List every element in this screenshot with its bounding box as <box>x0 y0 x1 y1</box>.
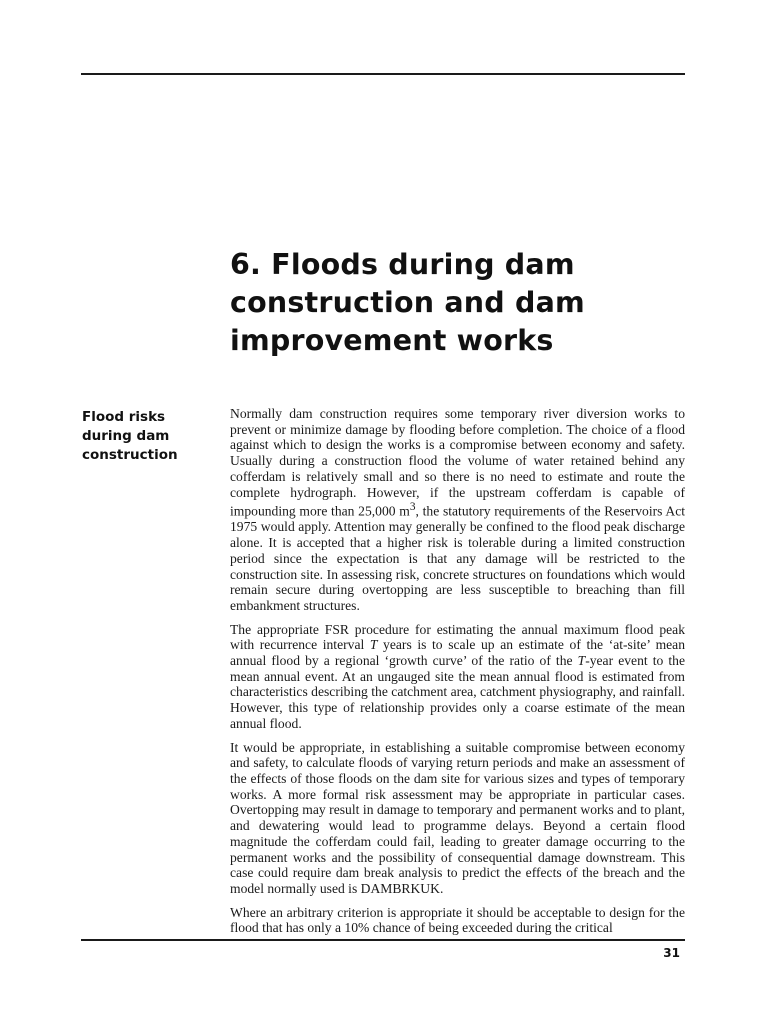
superscript-cubed: 3 <box>409 501 416 514</box>
paragraph-2-part-b: years is to scale up an estimate of the ‘at-site’ mean annual flood by a regional ‘growth curve’ of the ratio of the <box>230 637 686 669</box>
paragraph-2-part-c: -year event to the mean annual event. At an ungauged site the mean annual flood is estimated from characteristics describing the catchment area, catchment physiography, and rainfall. However, this type of relationship provides only a coarse estimate of the mean annual flood. <box>230 653 685 731</box>
chapter-title-line: improvement works <box>230 324 554 357</box>
chapter-title-line: 6. Floods during dam <box>230 248 575 281</box>
footer-rule <box>81 939 685 941</box>
paragraph-4: Where an arbitrary criterion is appropriate it should be acceptable to design for the flood that has only a 10% chance of being exceeded during the critical <box>230 904 685 936</box>
side-heading-line: construction <box>82 447 178 463</box>
paragraph-1-part-a: Normally dam construction requires some temporary river diversion works to prevent or minimize damage by flooding before completion. The choice of a flood against which to design the works is a compromise between economy and safety. Usually during a construction flood the volume of water retained behind any cofferdam is relatively small and so there is no need to estimate and route the complete hydrograph. However, if the upstream cofferdam is capable of impounding more than 25,000 m <box>230 406 685 519</box>
paragraph-2-part-a: The appropriate FSR procedure for estimating the annual maximum flood peak with recurrence interval <box>230 621 685 653</box>
italic-t: T <box>577 653 586 669</box>
body-text <box>230 406 685 936</box>
paragraph-2 <box>230 622 685 732</box>
italic-t: T <box>369 637 378 653</box>
page-number: 31 <box>663 946 680 960</box>
side-heading-line: Flood risks <box>82 409 166 425</box>
paragraph-3: It would be appropriate, in establishing a suitable compromise between economy and safety, to calculate floods of varying return periods and make an assessment of the effects of those floods on the dam site for various sizes and types of temporary works. A more formal risk assessment may be appropriate in particular cases. Overtopping may result in damage to temporary and permanent works and to plant, and dewatering would lead to programme delays. Beyond a certain flood magnitude the cofferdam could fail, leading to greater damage occurring to the permanent works and the possibility of consequential damage downstream. This case could require dam break analysis to predict the effects of the breach and the model normally used is DAMBRKUK. <box>230 739 685 896</box>
paragraph-1 <box>230 406 685 614</box>
side-heading-line: during dam <box>82 428 170 444</box>
chapter-title <box>230 246 670 360</box>
section-side-heading <box>82 408 222 465</box>
chapter-title-line: construction and dam <box>230 286 585 319</box>
header-rule <box>81 73 685 75</box>
paragraph-1-part-b: , the statutory requirements of the Reservoirs Act 1975 would apply. Attention may generally be confined to the flood peak discharge alone. It is accepted that a higher risk is tolerable during a limited construction period since the expectation is that any damage will be restricted to the construction site. In assessing risk, concrete structures on foundations which would remain secure during overtopping are less susceptible to breaching than fill embankment structures. <box>230 503 686 613</box>
